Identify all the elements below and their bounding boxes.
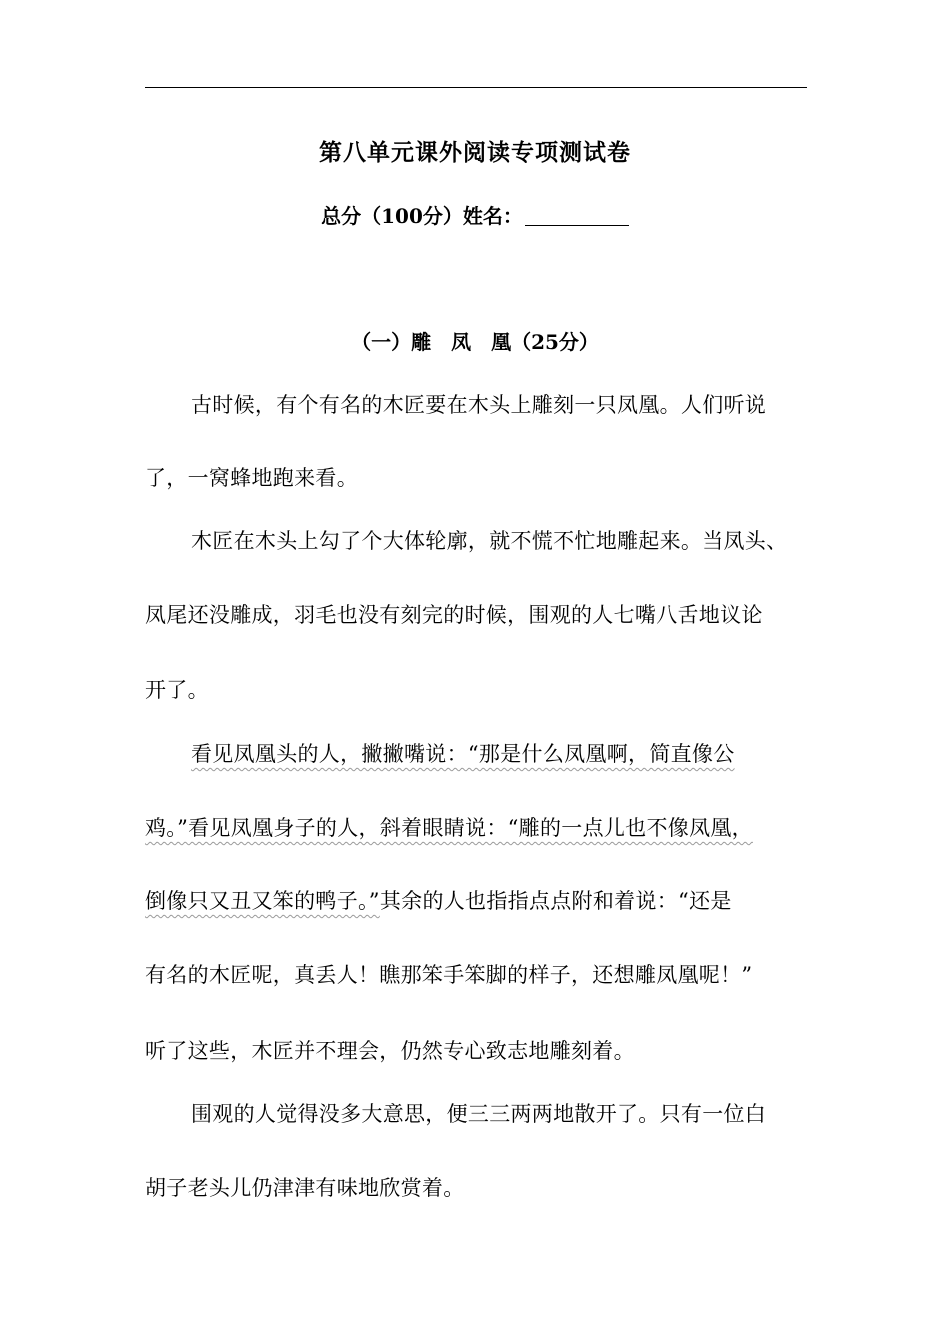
paragraph-line: [145, 886, 809, 916]
top-rule: [145, 87, 807, 88]
paragraph-line: 有名的木匠呢，真丢人！瞧那笨手笨脚的样子，还想雕凤凰呢！”: [145, 963, 753, 987]
paragraph-line: 凤尾还没雕成，羽毛也没有刻完的时候，围观的人七嘴八舌地议论: [145, 603, 763, 627]
paragraph-line: 古时候，有个有名的木匠要在木头上雕刻一只凤凰。人们听说: [191, 393, 767, 417]
plain-text: 其余的人也指指点点附和着说：“还是: [379, 889, 732, 913]
score-name-label: 总分（100分）姓名：: [321, 204, 523, 228]
score-name-line: [0, 200, 950, 229]
paragraph-line: 了，一窝蜂地跑来看。: [145, 466, 358, 490]
wavy-underlined-text: 倒像只又丑又笨的鸭子。”: [145, 889, 380, 913]
paragraph-line: 开了。: [145, 678, 209, 702]
paragraph-line: 木匠在木头上勾了个大体轮廓，就不慌不忙地雕起来。当凤头、: [191, 529, 788, 553]
paragraph-line: 围观的人觉得没多大意思，便三三两两地散开了。只有一位白: [191, 1102, 767, 1126]
paragraph-line: [145, 813, 809, 843]
paragraph-line: [191, 739, 809, 769]
section-heading: （一）雕 凤 凰（25分）: [351, 330, 599, 354]
paragraph-line: 胡子老头儿仍津津有味地欣赏着。: [145, 1176, 465, 1200]
paragraph-line: 听了这些，木匠并不理会，仍然专心致志地雕刻着。: [145, 1039, 635, 1063]
name-blank[interactable]: [525, 205, 629, 226]
wavy-underlined-text: 看见凤凰头的人，撇撇嘴说：“那是什么凤凰啊，简直像公: [191, 742, 735, 766]
page-title: 第八单元课外阅读专项测试卷: [319, 139, 631, 166]
wavy-underlined-text: 鸡。”看见凤凰身子的人，斜着眼睛说：“雕的一点儿也不像凤凰，: [145, 816, 753, 840]
